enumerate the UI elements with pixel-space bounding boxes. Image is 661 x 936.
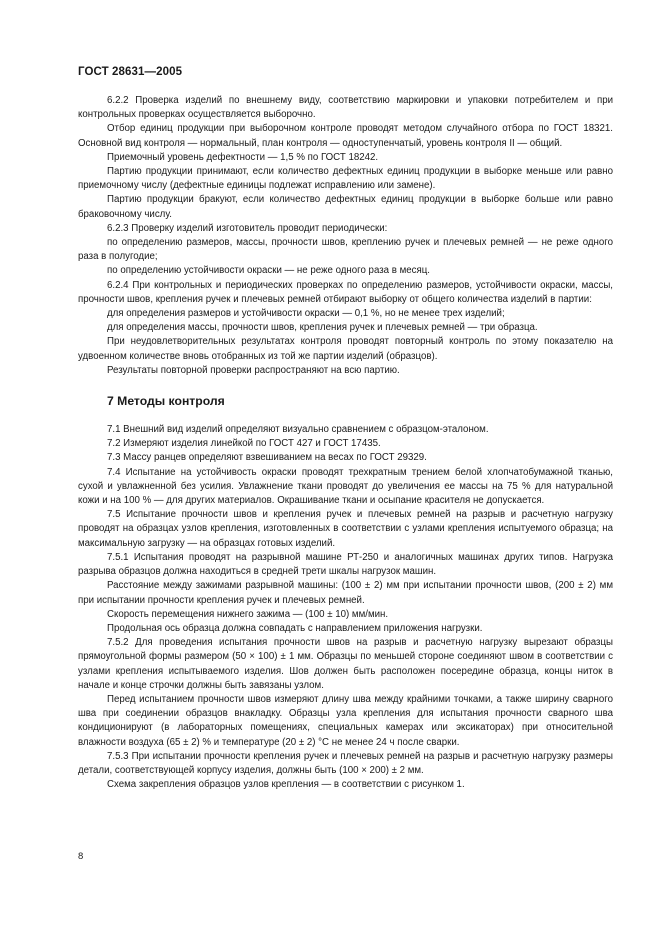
paragraph: Продольная ось образца должна совпадать с направлением приложения нагрузки. <box>107 622 483 634</box>
paragraph: 6.2.2 Проверка изделий по внешнему виду, соответствию маркировки и упаковки потребителем и при контрольных проверках осуществляется выборочно. <box>78 95 613 121</box>
page-number: 8 <box>78 851 84 862</box>
paragraph: Расстояние между зажимами разрывной машины: (100 ± 2) мм при испытании прочности швов, (200 ± 2) мм при испытании прочности крепления ручек и плечевых ремней. <box>78 580 613 606</box>
paragraph: При неудовлетворительных результатах контроля проводят повторный контроль по этому показателю на удвоенном количестве вновь отобранных из той же партии изделий (образцов). <box>78 336 613 362</box>
paragraph: Приемочный уровень дефектности — 1,5 % по ГОСТ 18242. <box>107 151 379 163</box>
paragraph: 7.1 Внешний вид изделий определяют визуально сравнением с образцом-эталоном. <box>107 424 489 436</box>
paragraph: Партию продукции принимают, если количество дефектных единиц продукции в выборке меньше или равно приемочному числу (дефектные единицы подлежат исправлению или замене). <box>78 166 613 192</box>
document-body <box>78 94 613 792</box>
paragraph: 6.2.3 Проверку изделий изготовитель проводит периодически: <box>107 222 388 234</box>
paragraph: 7.5.2 Для проведения испытания прочности швов на разрыв и расчетную нагрузку вырезают образцы прямоугольной формы размером (50 × 100) ± 1 мм. Образцы по меньшей стороне соединяют швом в соответствии с узлами крепления испытываемого изделия. Шов должен быть расположен посередине образца, концы ниток в начале и конце строчки должны быть завязаны узлом. <box>78 637 613 691</box>
paragraph: Схема закрепления образцов узлов крепления — в соответствии с рисунком 1. <box>107 779 465 791</box>
paragraph: по определению размеров, массы, прочности швов, креплению ручек и плечевых ремней — не реже одного раза в полугодие; <box>78 237 613 263</box>
paragraph: 7.5.1 Испытания проводят на разрывной машине РТ-250 и аналогичных машинах других типов. Нагрузка разрыва образцов должна находиться в средней трети шкалы нагрузок машин. <box>78 551 613 578</box>
paragraph: 7.4 Испытание на устойчивость окраски проводят трехкратным трением белой хлопчатобумажной тканью, сухой и увлажненной без усилия. Увлажнение ткани проводят до увеличения ее массы на 75 % для натуральной кожи и на 100 % — для других материалов. Окрашивание ткани и осыпание красителя не допускается. <box>78 466 613 507</box>
document-header: ГОСТ 28631—2005 <box>78 66 183 78</box>
paragraph: 7.2 Измеряют изделия линейкой по ГОСТ 427 и ГОСТ 17435. <box>107 438 381 450</box>
paragraph: Партию продукции бракуют, если количество дефектных единиц продукции в выборке больше или равно браковочному числу. <box>78 194 613 220</box>
paragraph: Скорость перемещения нижнего зажима — (100 ± 10) мм/мин. <box>107 608 389 620</box>
paragraph: 7.5 Испытание прочности швов и крепления ручек и плечевых ремней на разрыв и расчетную нагрузку проводят на образцах узлов крепления, изготовленных в соответствии с узлами крепления испытуемого образца; на максимальную загрузку — на образцах готовых изделий. <box>78 509 613 549</box>
paragraph: 6.2.4 При контрольных и периодических проверках по определению размеров, устойчивости окраски, массы, прочности швов, крепления ручек и плечевых ремней отбирают выборку от общего количества изделий в партии: <box>78 279 613 305</box>
section-heading: 7 Методы контроля <box>107 394 225 409</box>
paragraph: Перед испытанием прочности швов измеряют длину шва между крайними точками, а также ширину сварного шва при соединении образцов внакладку. Образцы узла крепления для испытания прочности сварного шва кондиционируют (в лабораторных помещениях, специальных камерах или эксикаторах) при относительной влажности воздуха (65 ± 2) % и температуре (20 ± 2) °С не менее 24 ч после сварки. <box>78 693 613 748</box>
paragraph: для определения массы, прочности швов, крепления ручек и плечевых ремней — три образца. <box>107 322 538 334</box>
paragraph: 7.3 Массу ранцев определяют взвешиванием на весах по ГОСТ 29329. <box>107 452 427 464</box>
paragraph: Отбор единиц продукции при выборочном контроле проводят методом случайного отбора по ГОСТ 18321. Основной вид контроля — нормальный, план контроля — одноступенчатый, уровень контроля II — общий. <box>78 123 613 149</box>
paragraph: для определения размеров и устойчивости окраски — 0,1 %, но не менее трех изделий; <box>107 308 505 320</box>
paragraph: Результаты повторной проверки распространяют на всю партию. <box>107 364 400 376</box>
paragraph: 7.5.3 При испытании прочности крепления ручек и плечевых ремней на разрыв и расчетную нагрузку размеры детали, соответствующей корпусу изделия, должны быть (100 × 200) ± 2 мм. <box>78 750 613 776</box>
paragraph: по определению устойчивости окраски — не реже одного раза в месяц. <box>107 265 430 277</box>
section-gap <box>78 378 613 387</box>
